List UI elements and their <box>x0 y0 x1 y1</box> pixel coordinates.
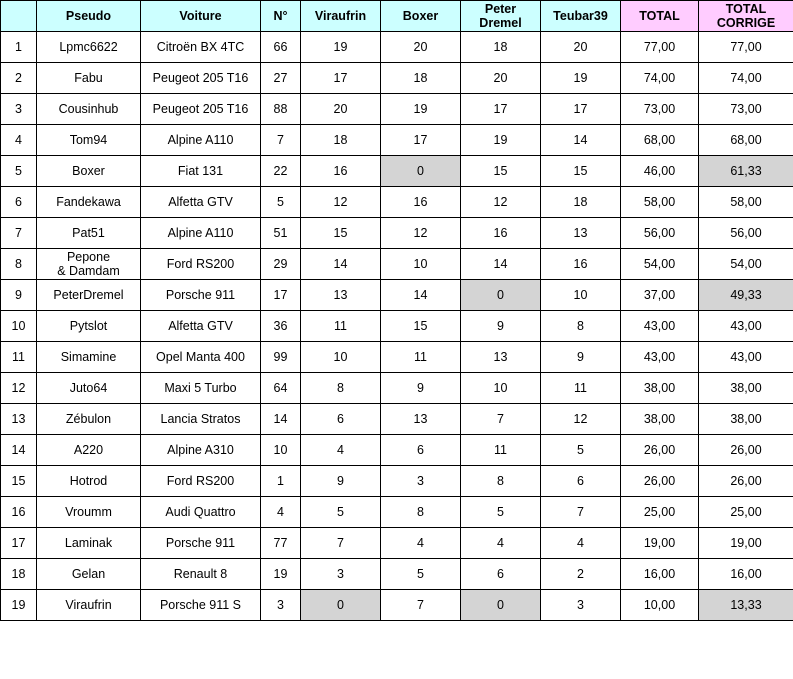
cell-total-corrige: 38,00 <box>699 404 793 435</box>
cell-score-viraufrin: 17 <box>301 63 381 94</box>
cell-score-boxer: 6 <box>381 435 461 466</box>
table-row <box>1 249 793 280</box>
cell-score-teubar39: 12 <box>541 404 621 435</box>
cell-score-peter-dremel: 19 <box>461 125 541 156</box>
cell-number: 64 <box>261 373 301 404</box>
cell-score-teubar39: 11 <box>541 373 621 404</box>
header-total-corrige-line1: TOTAL <box>725 1 767 16</box>
cell-pseudo-line: & Damdam <box>57 264 120 278</box>
header-total-corrige-line2: CORRIGE <box>716 16 776 30</box>
cell-total-corrige: 61,33 <box>699 156 793 187</box>
table-row <box>1 280 793 311</box>
cell-score-teubar39: 14 <box>541 125 621 156</box>
cell-rank: 18 <box>1 559 37 590</box>
cell-total-corrige: 56,00 <box>699 218 793 249</box>
cell-score-boxer: 7 <box>381 590 461 621</box>
cell-score-viraufrin: 14 <box>301 249 381 280</box>
cell-total: 38,00 <box>621 373 699 404</box>
cell-voiture: Maxi 5 Turbo <box>141 373 261 404</box>
cell-pseudo: PeterDremel <box>37 280 141 311</box>
cell-pseudo: Fandekawa <box>37 187 141 218</box>
cell-number: 1 <box>261 466 301 497</box>
cell-total-corrige: 38,00 <box>699 373 793 404</box>
cell-pseudo-line: Pepone <box>66 250 111 264</box>
cell-score-viraufrin: 6 <box>301 404 381 435</box>
cell-score-teubar39: 16 <box>541 249 621 280</box>
cell-score-viraufrin: 7 <box>301 528 381 559</box>
cell-rank: 12 <box>1 373 37 404</box>
cell-total-corrige: 26,00 <box>699 466 793 497</box>
table-row <box>1 435 793 466</box>
cell-score-viraufrin: 0 <box>301 590 381 621</box>
cell-score-boxer: 11 <box>381 342 461 373</box>
cell-score-peter-dremel: 13 <box>461 342 541 373</box>
cell-total: 73,00 <box>621 94 699 125</box>
cell-total: 46,00 <box>621 156 699 187</box>
cell-number: 3 <box>261 590 301 621</box>
cell-pseudo: Boxer <box>37 156 141 187</box>
cell-score-teubar39: 9 <box>541 342 621 373</box>
cell-rank: 10 <box>1 311 37 342</box>
cell-rank: 2 <box>1 63 37 94</box>
table-row <box>1 125 793 156</box>
cell-voiture: Alpine A310 <box>141 435 261 466</box>
cell-total: 68,00 <box>621 125 699 156</box>
cell-total: 26,00 <box>621 466 699 497</box>
cell-total: 43,00 <box>621 342 699 373</box>
table-row <box>1 559 793 590</box>
cell-score-teubar39: 3 <box>541 590 621 621</box>
cell-score-viraufrin: 5 <box>301 497 381 528</box>
table-row <box>1 528 793 559</box>
cell-voiture: Fiat 131 <box>141 156 261 187</box>
cell-score-viraufrin: 11 <box>301 311 381 342</box>
cell-total: 58,00 <box>621 187 699 218</box>
cell-rank: 6 <box>1 187 37 218</box>
cell-total-corrige: 43,00 <box>699 311 793 342</box>
cell-total-corrige: 43,00 <box>699 342 793 373</box>
cell-score-boxer: 9 <box>381 373 461 404</box>
cell-rank: 19 <box>1 590 37 621</box>
cell-voiture: Citroën BX 4TC <box>141 32 261 63</box>
cell-pseudo: Hotrod <box>37 466 141 497</box>
table-row <box>1 187 793 218</box>
cell-score-teubar39: 2 <box>541 559 621 590</box>
cell-score-peter-dremel: 4 <box>461 528 541 559</box>
cell-total-corrige: 74,00 <box>699 63 793 94</box>
table-row <box>1 218 793 249</box>
cell-score-peter-dremel: 17 <box>461 94 541 125</box>
header-total: TOTAL <box>621 1 699 32</box>
cell-total: 54,00 <box>621 249 699 280</box>
cell-score-teubar39: 4 <box>541 528 621 559</box>
cell-rank: 3 <box>1 94 37 125</box>
cell-score-boxer: 0 <box>381 156 461 187</box>
cell-score-teubar39: 7 <box>541 497 621 528</box>
cell-score-boxer: 10 <box>381 249 461 280</box>
header-judge-peter-dremel <box>461 1 541 32</box>
cell-score-viraufrin: 18 <box>301 125 381 156</box>
cell-voiture: Porsche 911 S <box>141 590 261 621</box>
cell-number: 88 <box>261 94 301 125</box>
cell-total-corrige: 26,00 <box>699 435 793 466</box>
cell-score-boxer: 4 <box>381 528 461 559</box>
cell-score-viraufrin: 16 <box>301 156 381 187</box>
cell-number: 17 <box>261 280 301 311</box>
table-row <box>1 94 793 125</box>
header-total-corrige <box>699 1 793 32</box>
cell-score-boxer: 8 <box>381 497 461 528</box>
table-row <box>1 373 793 404</box>
cell-pseudo: Tom94 <box>37 125 141 156</box>
cell-pseudo: A220 <box>37 435 141 466</box>
cell-score-boxer: 3 <box>381 466 461 497</box>
table-row <box>1 590 793 621</box>
cell-number: 19 <box>261 559 301 590</box>
cell-rank: 11 <box>1 342 37 373</box>
cell-voiture: Alfetta GTV <box>141 187 261 218</box>
cell-total: 19,00 <box>621 528 699 559</box>
cell-pseudo: Laminak <box>37 528 141 559</box>
cell-number: 66 <box>261 32 301 63</box>
cell-score-boxer: 17 <box>381 125 461 156</box>
cell-score-boxer: 14 <box>381 280 461 311</box>
cell-score-peter-dremel: 6 <box>461 559 541 590</box>
header-judge-viraufrin: Viraufrin <box>301 1 381 32</box>
cell-total-corrige: 25,00 <box>699 497 793 528</box>
cell-score-peter-dremel: 16 <box>461 218 541 249</box>
table-row <box>1 342 793 373</box>
cell-total: 10,00 <box>621 590 699 621</box>
cell-voiture: Ford RS200 <box>141 249 261 280</box>
cell-total-corrige: 58,00 <box>699 187 793 218</box>
cell-number: 27 <box>261 63 301 94</box>
cell-pseudo: Zébulon <box>37 404 141 435</box>
cell-score-peter-dremel: 15 <box>461 156 541 187</box>
cell-score-viraufrin: 3 <box>301 559 381 590</box>
cell-pseudo: Simamine <box>37 342 141 373</box>
cell-number: 77 <box>261 528 301 559</box>
cell-total-corrige: 77,00 <box>699 32 793 63</box>
cell-number: 51 <box>261 218 301 249</box>
cell-score-teubar39: 19 <box>541 63 621 94</box>
cell-pseudo: Fabu <box>37 63 141 94</box>
cell-score-viraufrin: 15 <box>301 218 381 249</box>
cell-score-teubar39: 5 <box>541 435 621 466</box>
cell-score-boxer: 5 <box>381 559 461 590</box>
cell-total: 74,00 <box>621 63 699 94</box>
cell-total: 43,00 <box>621 311 699 342</box>
cell-total-corrige: 73,00 <box>699 94 793 125</box>
header-rank <box>1 1 37 32</box>
header-voiture: Voiture <box>141 1 261 32</box>
cell-score-peter-dremel: 8 <box>461 466 541 497</box>
cell-score-peter-dremel: 10 <box>461 373 541 404</box>
cell-number: 4 <box>261 497 301 528</box>
cell-total-corrige: 13,33 <box>699 590 793 621</box>
cell-number: 7 <box>261 125 301 156</box>
cell-number: 29 <box>261 249 301 280</box>
cell-rank: 8 <box>1 249 37 280</box>
table-row <box>1 156 793 187</box>
cell-score-boxer: 12 <box>381 218 461 249</box>
cell-score-peter-dremel: 0 <box>461 590 541 621</box>
cell-pseudo: Gelan <box>37 559 141 590</box>
cell-score-boxer: 20 <box>381 32 461 63</box>
header-pseudo: Pseudo <box>37 1 141 32</box>
cell-pseudo: Pat51 <box>37 218 141 249</box>
cell-voiture: Alfetta GTV <box>141 311 261 342</box>
header-judge-peter-dremel-line1: Peter <box>484 1 517 16</box>
cell-pseudo: Pytslot <box>37 311 141 342</box>
header-judge-teubar39: Teubar39 <box>541 1 621 32</box>
cell-score-peter-dremel: 18 <box>461 32 541 63</box>
cell-pseudo: Lpmc6622 <box>37 32 141 63</box>
cell-score-teubar39: 18 <box>541 187 621 218</box>
cell-voiture: Porsche 911 <box>141 280 261 311</box>
cell-pseudo <box>37 249 141 280</box>
cell-voiture: Lancia Stratos <box>141 404 261 435</box>
cell-rank: 7 <box>1 218 37 249</box>
header-judge-boxer: Boxer <box>381 1 461 32</box>
cell-total: 26,00 <box>621 435 699 466</box>
cell-voiture: Audi Quattro <box>141 497 261 528</box>
cell-number: 14 <box>261 404 301 435</box>
cell-score-boxer: 13 <box>381 404 461 435</box>
cell-score-boxer: 19 <box>381 94 461 125</box>
cell-total-corrige: 19,00 <box>699 528 793 559</box>
cell-score-teubar39: 13 <box>541 218 621 249</box>
cell-score-peter-dremel: 0 <box>461 280 541 311</box>
cell-number: 22 <box>261 156 301 187</box>
cell-score-peter-dremel: 9 <box>461 311 541 342</box>
cell-rank: 4 <box>1 125 37 156</box>
cell-score-viraufrin: 8 <box>301 373 381 404</box>
table-row <box>1 63 793 94</box>
cell-total: 37,00 <box>621 280 699 311</box>
cell-voiture: Alpine A110 <box>141 218 261 249</box>
cell-total: 38,00 <box>621 404 699 435</box>
cell-score-viraufrin: 19 <box>301 32 381 63</box>
cell-voiture: Opel Manta 400 <box>141 342 261 373</box>
cell-rank: 14 <box>1 435 37 466</box>
cell-score-viraufrin: 20 <box>301 94 381 125</box>
cell-number: 10 <box>261 435 301 466</box>
cell-voiture: Ford RS200 <box>141 466 261 497</box>
cell-score-teubar39: 6 <box>541 466 621 497</box>
cell-score-viraufrin: 9 <box>301 466 381 497</box>
cell-score-boxer: 16 <box>381 187 461 218</box>
cell-pseudo: Juto64 <box>37 373 141 404</box>
cell-score-teubar39: 10 <box>541 280 621 311</box>
cell-total: 16,00 <box>621 559 699 590</box>
cell-score-peter-dremel: 12 <box>461 187 541 218</box>
cell-total: 25,00 <box>621 497 699 528</box>
header-number: N° <box>261 1 301 32</box>
cell-voiture: Porsche 911 <box>141 528 261 559</box>
table-row <box>1 466 793 497</box>
cell-score-peter-dremel: 20 <box>461 63 541 94</box>
table-header <box>1 1 793 32</box>
cell-rank: 1 <box>1 32 37 63</box>
cell-score-peter-dremel: 14 <box>461 249 541 280</box>
table-row <box>1 497 793 528</box>
cell-voiture: Peugeot 205 T16 <box>141 94 261 125</box>
cell-rank: 5 <box>1 156 37 187</box>
cell-pseudo: Cousinhub <box>37 94 141 125</box>
cell-score-viraufrin: 12 <box>301 187 381 218</box>
cell-rank: 17 <box>1 528 37 559</box>
cell-total-corrige: 54,00 <box>699 249 793 280</box>
cell-score-teubar39: 15 <box>541 156 621 187</box>
cell-total-corrige: 68,00 <box>699 125 793 156</box>
cell-score-peter-dremel: 7 <box>461 404 541 435</box>
cell-score-viraufrin: 10 <box>301 342 381 373</box>
cell-rank: 16 <box>1 497 37 528</box>
cell-number: 36 <box>261 311 301 342</box>
cell-score-boxer: 15 <box>381 311 461 342</box>
cell-pseudo: Vroumm <box>37 497 141 528</box>
cell-score-teubar39: 17 <box>541 94 621 125</box>
cell-total-corrige: 49,33 <box>699 280 793 311</box>
cell-voiture: Peugeot 205 T16 <box>141 63 261 94</box>
cell-voiture: Alpine A110 <box>141 125 261 156</box>
cell-score-viraufrin: 4 <box>301 435 381 466</box>
cell-score-peter-dremel: 5 <box>461 497 541 528</box>
cell-total-corrige: 16,00 <box>699 559 793 590</box>
header-row <box>1 1 793 32</box>
cell-total: 56,00 <box>621 218 699 249</box>
cell-score-boxer: 18 <box>381 63 461 94</box>
cell-pseudo: Viraufrin <box>37 590 141 621</box>
cell-number: 99 <box>261 342 301 373</box>
cell-rank: 15 <box>1 466 37 497</box>
cell-score-teubar39: 8 <box>541 311 621 342</box>
cell-score-peter-dremel: 11 <box>461 435 541 466</box>
table-body <box>1 32 793 621</box>
cell-score-viraufrin: 13 <box>301 280 381 311</box>
table-row <box>1 32 793 63</box>
table-row <box>1 311 793 342</box>
cell-voiture: Renault 8 <box>141 559 261 590</box>
header-judge-peter-dremel-line2: Dremel <box>479 16 522 30</box>
table-row <box>1 404 793 435</box>
cell-number: 5 <box>261 187 301 218</box>
cell-rank: 9 <box>1 280 37 311</box>
cell-rank: 13 <box>1 404 37 435</box>
cell-total: 77,00 <box>621 32 699 63</box>
cell-score-teubar39: 20 <box>541 32 621 63</box>
